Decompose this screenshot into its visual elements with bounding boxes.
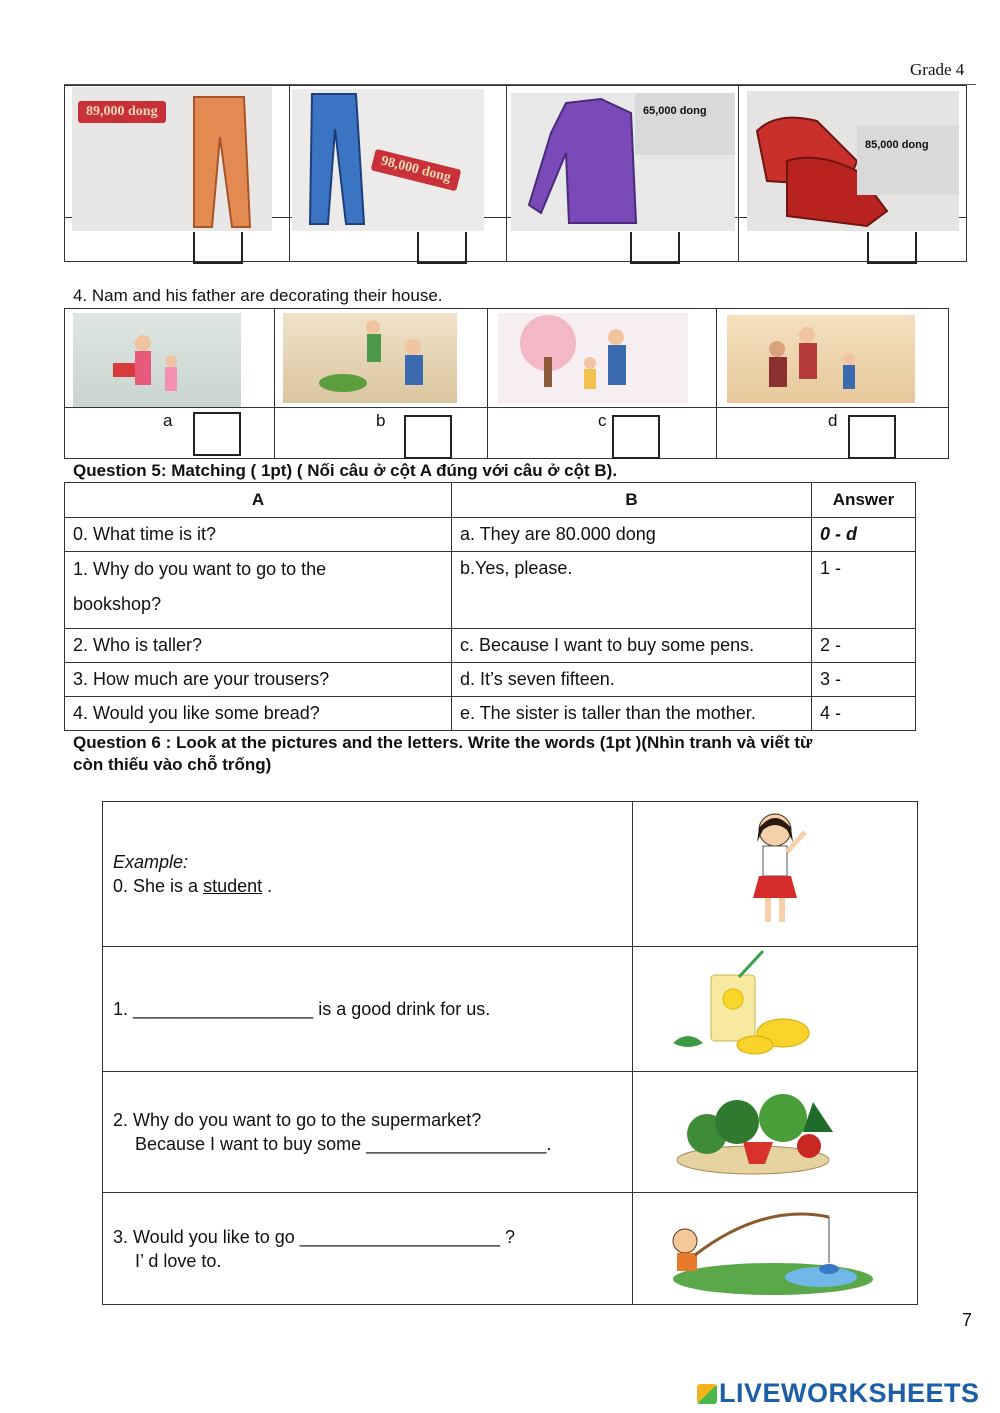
cooking-picture [283, 313, 457, 403]
shoes-picture [747, 91, 959, 231]
option-label: a [163, 411, 173, 430]
response-cell: c. Because I want to buy some pens. [452, 629, 812, 663]
example-label: Example: [113, 852, 189, 872]
picture-words-table [102, 801, 918, 1305]
answer-box[interactable] [193, 412, 241, 456]
question-cell: 4. Would you like some bread? [65, 697, 452, 731]
question3-grid [64, 85, 967, 262]
answer-cell[interactable]: 3 - [812, 663, 916, 697]
response-cell: d. It’s seven fifteen. [452, 663, 812, 697]
question-cell: 0. What time is it? [65, 518, 452, 552]
answer-box[interactable] [417, 232, 467, 264]
answer-box[interactable] [848, 415, 896, 459]
question6-item-2: 2. Why do you want to go to the supermarket? [113, 1110, 482, 1130]
student-picture [633, 802, 918, 947]
table-row [65, 663, 916, 697]
question-cell: 3. How much are your trousers? [65, 663, 452, 697]
answer-cell[interactable]: 4 - [812, 697, 916, 731]
brand-icon [697, 1384, 717, 1404]
option-label: c [598, 411, 607, 430]
response-cell: a. They are 80.000 dong [452, 518, 812, 552]
table-row [65, 518, 916, 552]
option-label: d [828, 411, 838, 430]
jeans-picture [292, 89, 484, 231]
answer-box[interactable] [612, 415, 660, 459]
answer-box[interactable] [404, 415, 452, 459]
example-prefix: 0. She is a [113, 876, 204, 896]
question5-title: Question 5: Matching ( 1pt) ( Nối câu ở cột A đúng với câu ở cột B). [73, 461, 618, 480]
table-row [65, 552, 916, 629]
question6-item-3-reply: I’ d love to. [135, 1250, 222, 1271]
answer-box[interactable] [867, 232, 917, 264]
lemonade-picture [633, 947, 918, 1072]
price-box: 65,000 dong [635, 93, 735, 155]
family-icon [73, 313, 241, 407]
column-header: B [452, 483, 812, 518]
price-tag: 98,000 dong [371, 149, 461, 192]
question6-item-3: 3. Would you like to go ____________________ ? [113, 1226, 516, 1247]
vegetables-picture [633, 1072, 918, 1193]
answer-box[interactable] [193, 232, 243, 264]
response-cell: e. The sister is taller than the mother. [452, 697, 812, 731]
answer-cell[interactable]: 2 - [812, 629, 916, 663]
column-header: A [65, 483, 452, 518]
table-row [65, 629, 916, 663]
question-cell: 2. Who is taller? [65, 629, 452, 663]
fishing-boy-icon [633, 1193, 917, 1299]
table-row [65, 697, 916, 731]
example-suffix: . [262, 876, 273, 896]
question-cell-continued: bookshop? [73, 594, 162, 614]
question6-item-2-answer: Because I want to buy some __________________. [135, 1134, 552, 1154]
question6-item-1: 1. __________________ is a good drink for us. [103, 947, 633, 1072]
column-header: Answer [812, 483, 916, 518]
question-cell: 1. Why do you want to go to the [73, 559, 327, 579]
peach-tree-icon [498, 313, 688, 403]
option-label: b [376, 411, 386, 430]
student-girl-icon [633, 802, 917, 941]
example-answer: student [203, 876, 263, 896]
fishing-picture [633, 1193, 918, 1305]
shopping-picture [73, 313, 241, 407]
response-cell: b.Yes, please. [452, 552, 812, 629]
price-tag: 89,000 dong [78, 101, 166, 123]
family-icon [727, 315, 915, 403]
answer-cell[interactable]: 0 - d [812, 518, 916, 552]
answer-cell[interactable]: 1 - [812, 552, 916, 629]
vegetables-icon [633, 1072, 917, 1187]
question6-title-line2: còn thiếu vào chỗ trống) [73, 755, 272, 774]
lemonade-icon [633, 947, 917, 1066]
answer-box[interactable] [630, 232, 680, 264]
decorating-picture [498, 313, 688, 403]
brand-logo [697, 1378, 980, 1409]
brand-name: LIVEWORKSHEETS [719, 1378, 980, 1408]
trousers-picture [72, 87, 272, 231]
page-number: 7 [962, 1310, 973, 1330]
question6-title-line1: Question 6 : Look at the pictures and the letters. Write the words (1pt )(Nhìn tranh và viết từ [73, 733, 813, 752]
matching-table [64, 482, 916, 731]
question4-sentence: 4. Nam and his father are decorating their house. [73, 286, 443, 305]
question4-grid [64, 308, 949, 459]
grade-label: Grade 4 [910, 60, 965, 79]
family-icon [283, 313, 457, 403]
question6-title [73, 732, 973, 776]
sweater-picture [511, 93, 735, 231]
price-box: 85,000 dong [857, 125, 959, 195]
family-picture [727, 315, 915, 403]
